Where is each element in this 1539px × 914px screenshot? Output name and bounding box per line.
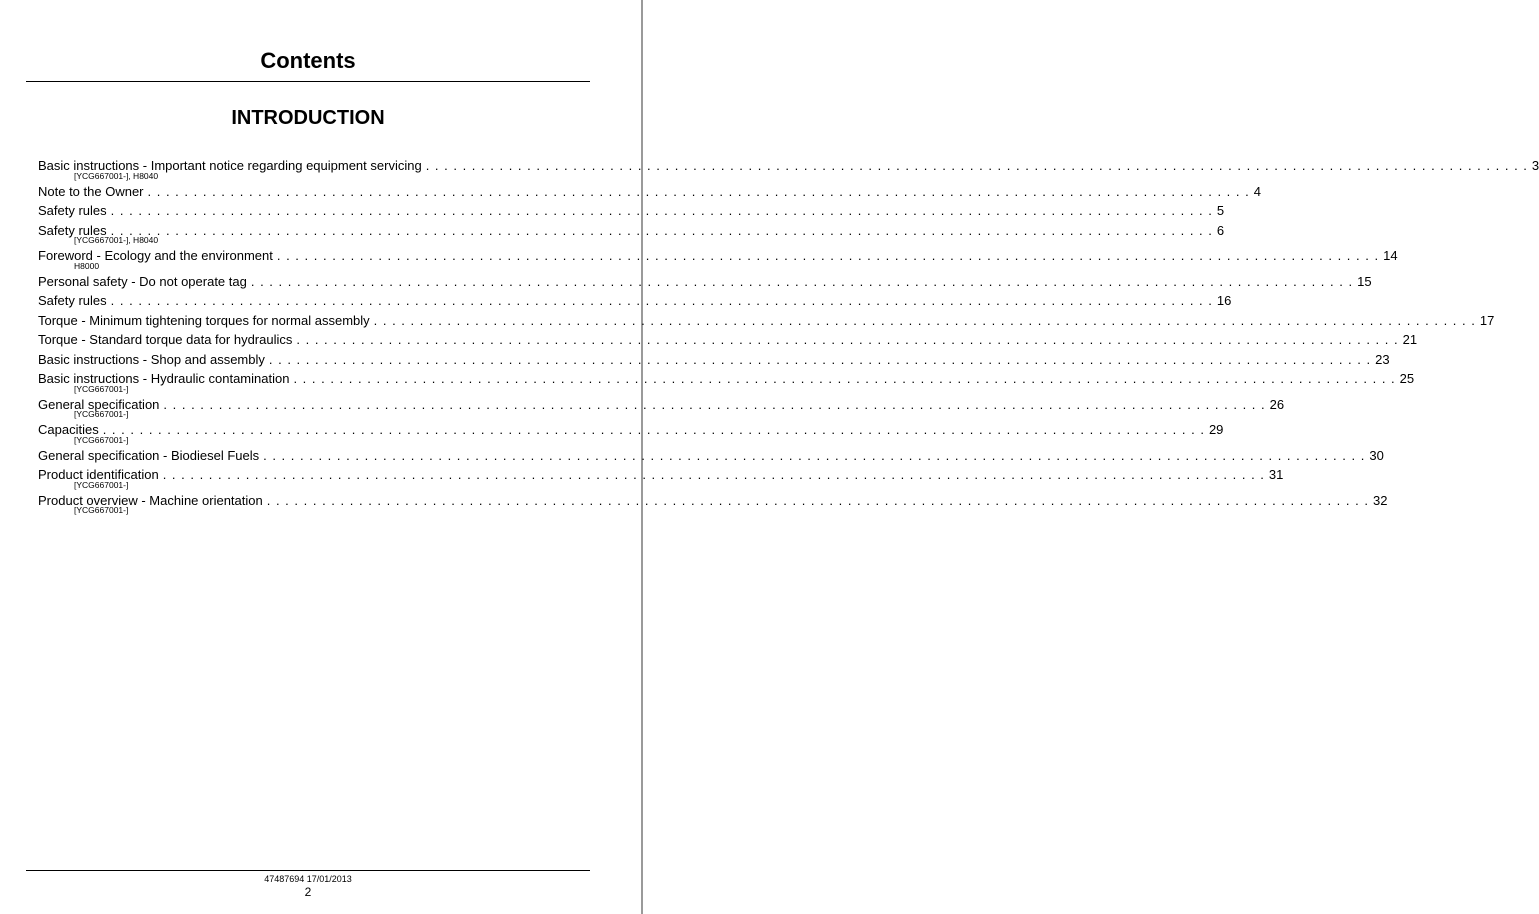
footer-reference: 47487694 17/01/2013 <box>264 874 352 884</box>
toc-entry[interactable] <box>38 420 1224 445</box>
toc-entry-title[interactable]: Capacities <box>38 422 99 437</box>
toc-line[interactable] <box>38 272 1372 292</box>
section-heading: INTRODUCTION <box>231 107 385 129</box>
toc-line[interactable] <box>38 201 1225 221</box>
toc-entry-applicability: [YCG667001-] <box>74 505 129 515</box>
toc-entry-title[interactable]: Product identification <box>38 467 159 482</box>
toc-dot-leader: . . . . . . . . . . . . . . . . . . . . . . . . . . . . . . . . . . . . . . . . . . . . . . . . . . . . . . . . . . . . . . . . . . . . . . . . . . . . . . . . . . . . . . . . . . . . . . . . . . . . . . . . . . . . . . . . . . . . . . . . <box>102 422 1205 437</box>
toc-dot-leader: . . . . . . . . . . . . . . . . . . . . . . . . . . . . . . . . . . . . . . . . . . . . . . . . . . . . . . . . . . . . . . . . . . . . . . . . . . . . . . . . . . . . . . . . . . . . . . . . . . . . . . . . . . . . . . . . . . . . . . . . <box>296 332 1399 347</box>
toc-dot-leader: . . . . . . . . . . . . . . . . . . . . . . . . . . . . . . . . . . . . . . . . . . . . . . . . . . . . . . . . . . . . . . . . . . . . . . . . . . . . . . . . . . . . . . . . . . . . . . . . . . . . . . . . . . . . . . . . . . . . . . . . <box>250 273 1354 289</box>
toc-dot-leader: . . . . . . . . . . . . . . . . . . . . . . . . . . . . . . . . . . . . . . . . . . . . . . . . . . . . . . . . . . . . . . . . . . . . . . . . . . . . . . . . . . . . . . . . . . . . . . . . . . . . . . . . . . . . . . . . . . . . . . . . <box>110 293 1213 308</box>
toc-entry[interactable] <box>38 311 1495 331</box>
toc-dot-leader: . . . . . . . . . . . . . . . . . . . . . . . . . . . . . . . . . . . . . . . . . . . . . . . . . . . . . . . . . . . . . . . . . . . . . . . . . . . . . . . . . . . . . . . . . . . . . . . . . . . . . . . . . . . . . . . . . . . . . . . . <box>266 492 1369 508</box>
toc-entry-title[interactable]: Torque - Minimum tightening torques for normal assembly <box>38 312 370 328</box>
toc-entry-title[interactable]: General specification - Biodiesel Fuels <box>38 447 260 463</box>
toc-entry-page[interactable]: 26 <box>1269 396 1285 412</box>
toc-dot-leader: . . . . . . . . . . . . . . . . . . . . . . . . . . . . . . . . . . . . . . . . . . . . . . . . . . . . . . . . . . . . . . . . . . . . . . . . . . . . . . . . . . . . . . . . . . . . . . . . . . . . . . . . . . . . . . . . . . . . . . . . <box>268 351 1372 367</box>
toc-dot-leader: . . . . . . . . . . . . . . . . . . . . . . . . . . . . . . . . . . . . . . . . . . . . . . . . . . . . . . . . . . . . . . . . . . . . . . . . . . . . . . . . . . . . . . . . . . . . . . . . . . . . . . . . . . . . . . . . . . . . . . . . <box>293 371 1396 386</box>
toc-entry[interactable] <box>38 465 1284 490</box>
toc-entry-page[interactable]: 32 <box>1372 492 1388 508</box>
toc-entry-page[interactable]: 3 <box>1531 158 1539 173</box>
toc-entry-applicability: [YCG667001-] <box>74 409 129 419</box>
toc-entry-title[interactable]: Torque - Standard torque data for hydraulics <box>38 332 293 347</box>
toc-entry-applicability: [YCG667001-] <box>74 479 129 490</box>
toc-dot-leader: . . . . . . . . . . . . . . . . . . . . . . . . . . . . . . . . . . . . . . . . . . . . . . . . . . . . . . . . . . . . . . . . . . . . . . . . . . . . . . . . . . . . . . . . . . . . . . . . . . . . . . . . . . . . . . . . . . . . . . . . <box>373 312 1476 328</box>
toc-entry[interactable] <box>38 272 1372 292</box>
toc-dot-leader: . . . . . . . . . . . . . . . . . . . . . . . . . . . . . . . . . . . . . . . . . . . . . . . . . . . . . . . . . . . . . . . . . . . . . . . . . . . . . . . . . . . . . . . . . . . . . . . . . . . . . . . . . . . . . . . . . . . . . . . . <box>163 396 1266 412</box>
toc-entry-page[interactable]: 29 <box>1208 422 1224 437</box>
table-of-contents <box>38 156 1539 516</box>
toc-entry-applicability: H8000 <box>74 260 100 271</box>
toc-entry-applicability: [YCG667001-] <box>74 383 129 394</box>
toc-entry-page[interactable]: 23 <box>1375 351 1390 367</box>
toc-entry[interactable] <box>38 246 1398 271</box>
toc-entry[interactable] <box>38 446 1384 466</box>
toc-line[interactable] <box>38 311 1495 331</box>
toc-entry-title[interactable]: Safety rules <box>38 222 107 238</box>
toc-dot-leader: . . . . . . . . . . . . . . . . . . . . . . . . . . . . . . . . . . . . . . . . . . . . . . . . . . . . . . . . . . . . . . . . . . . . . . . . . . . . . . . . . . . . . . . . . . . . . . . . . . . . . . . . . . . . . . . . . . . . . . . . <box>425 158 1528 173</box>
toc-entry-title[interactable]: Safety rules <box>38 293 107 308</box>
toc-entry-page[interactable]: 17 <box>1479 312 1495 328</box>
toc-entry-title[interactable]: Product overview - Machine orientation <box>38 492 263 508</box>
toc-entry[interactable] <box>38 201 1225 221</box>
toc-line[interactable] <box>38 246 1398 266</box>
toc-entry[interactable] <box>38 369 1415 394</box>
header-rule <box>26 81 590 82</box>
toc-entry-page[interactable]: 21 <box>1402 332 1418 347</box>
toc-entry[interactable] <box>38 491 1388 516</box>
toc-entry-page[interactable]: 14 <box>1383 248 1398 263</box>
toc-entry-page[interactable]: 16 <box>1216 293 1232 308</box>
toc-entry[interactable] <box>38 350 1390 370</box>
toc-entry-title[interactable]: Basic instructions - Hydraulic contamination <box>38 371 290 386</box>
toc-entry-title[interactable]: General specification <box>38 396 160 412</box>
toc-entry[interactable] <box>38 182 1261 202</box>
toc-entry-title[interactable]: Personal safety - Do not operate tag <box>38 273 247 289</box>
toc-entry-page[interactable]: 31 <box>1268 467 1284 482</box>
toc-entry-page[interactable]: 6 <box>1216 222 1225 238</box>
toc-dot-leader: . . . . . . . . . . . . . . . . . . . . . . . . . . . . . . . . . . . . . . . . . . . . . . . . . . . . . . . . . . . . . . . . . . . . . . . . . . . . . . . . . . . . . . . . . . . . . . . . . . . . . . . . . . . . . . . . . . . . . . . . <box>110 203 1213 218</box>
toc-entry-applicability: [YCG667001-], H8040 <box>74 170 159 181</box>
toc-entry[interactable] <box>38 330 1418 350</box>
toc-line[interactable] <box>38 330 1418 350</box>
footer-page-number: 2 <box>304 885 312 899</box>
toc-entry-page[interactable]: 4 <box>1253 183 1261 199</box>
toc-entry-page[interactable]: 25 <box>1399 371 1415 386</box>
toc-entry-applicability: [YCG667001-], H8040 <box>74 235 159 245</box>
toc-dot-leader: . . . . . . . . . . . . . . . . . . . . . . . . . . . . . . . . . . . . . . . . . . . . . . . . . . . . . . . . . . . . . . . . . . . . . . . . . . . . . . . . . . . . . . . . . . . . . . . . . . . . . . . . . . . . . . . . . . . . . . . . <box>147 183 1250 199</box>
toc-entry[interactable] <box>38 156 1539 181</box>
footer-rule <box>26 870 590 871</box>
toc-entry-title[interactable]: Note to the Owner <box>38 183 144 199</box>
toc-entry[interactable] <box>38 291 1232 311</box>
toc-dot-leader: . . . . . . . . . . . . . . . . . . . . . . . . . . . . . . . . . . . . . . . . . . . . . . . . . . . . . . . . . . . . . . . . . . . . . . . . . . . . . . . . . . . . . . . . . . . . . . . . . . . . . . . . . . . . . . . . . . . . . . . . <box>162 467 1265 482</box>
toc-entry-title[interactable]: Foreword - Ecology and the environment <box>38 248 273 263</box>
toc-entry-page[interactable]: 30 <box>1369 447 1384 463</box>
toc-entry[interactable] <box>38 221 1225 246</box>
toc-entry-page[interactable]: 15 <box>1357 273 1372 289</box>
page-title: Contents <box>260 48 356 73</box>
toc-entry[interactable] <box>38 395 1285 420</box>
toc-line[interactable] <box>38 182 1261 202</box>
toc-line[interactable] <box>38 350 1390 370</box>
toc-dot-leader: . . . . . . . . . . . . . . . . . . . . . . . . . . . . . . . . . . . . . . . . . . . . . . . . . . . . . . . . . . . . . . . . . . . . . . . . . . . . . . . . . . . . . . . . . . . . . . . . . . . . . . . . . . . . . . . . . . . . . . . . <box>276 248 1380 263</box>
toc-entry-title[interactable]: Basic instructions - Shop and assembly <box>38 351 265 367</box>
toc-dot-leader: . . . . . . . . . . . . . . . . . . . . . . . . . . . . . . . . . . . . . . . . . . . . . . . . . . . . . . . . . . . . . . . . . . . . . . . . . . . . . . . . . . . . . . . . . . . . . . . . . . . . . . . . . . . . . . . . . . . . . . . . <box>110 222 1213 238</box>
toc-entry-applicability: [YCG667001-] <box>74 434 129 445</box>
toc-line[interactable] <box>38 446 1384 466</box>
toc-line[interactable] <box>38 291 1232 311</box>
toc-entry-page[interactable]: 5 <box>1216 203 1225 218</box>
toc-dot-leader: . . . . . . . . . . . . . . . . . . . . . . . . . . . . . . . . . . . . . . . . . . . . . . . . . . . . . . . . . . . . . . . . . . . . . . . . . . . . . . . . . . . . . . . . . . . . . . . . . . . . . . . . . . . . . . . . . . . . . . . . <box>263 447 1366 463</box>
toc-entry-title[interactable]: Basic instructions - Important notice regarding equipment servicing <box>38 158 422 173</box>
toc-entry-title[interactable]: Safety rules <box>38 203 107 218</box>
